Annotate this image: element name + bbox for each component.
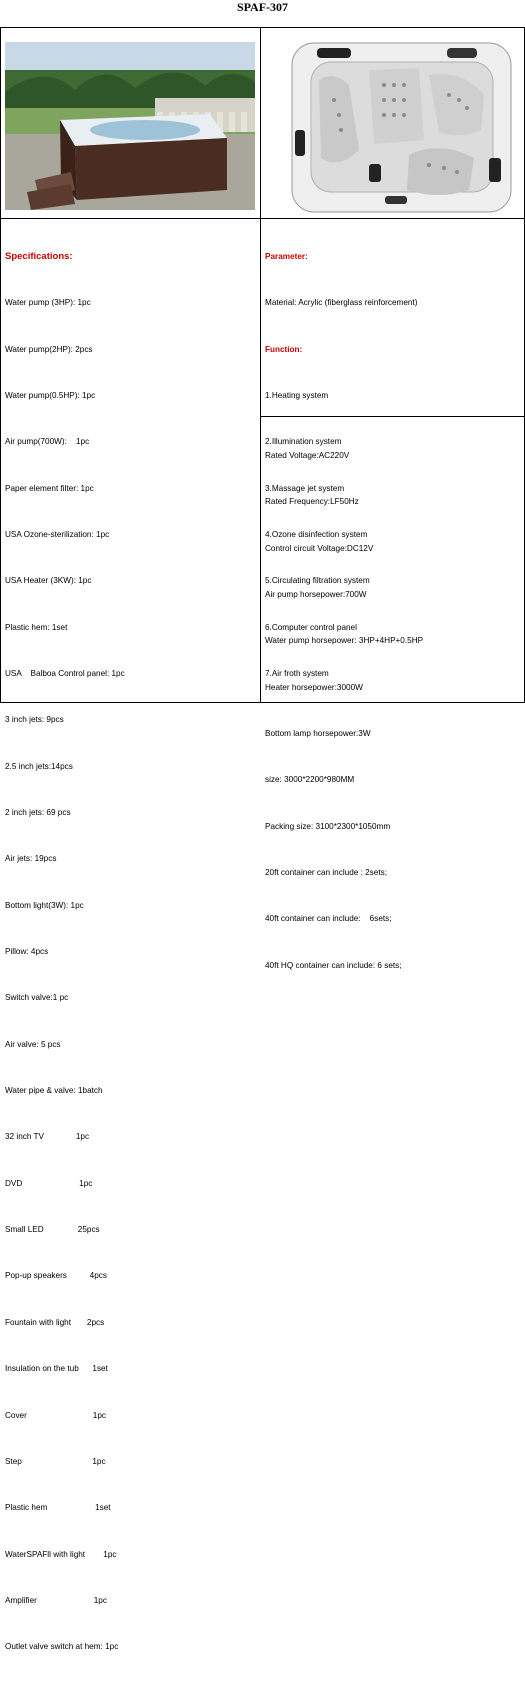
rating-item: size: 3000*2200*980MM <box>265 775 355 785</box>
rating-item: Rated Voltage:AC220V <box>265 450 350 460</box>
spec-item: Water pump(0.5HP): 1pc <box>5 390 96 400</box>
rating-item: Air pump horsepower:700W <box>265 589 367 599</box>
function-heading: Function: <box>265 344 303 354</box>
spec-item: Pillow: 4pcs <box>5 947 49 957</box>
spec-item: 3 inch jets: 9pcs <box>5 715 64 725</box>
spec-item: Air jets: 19pcs <box>5 854 57 864</box>
product-title: SPAF-307 <box>236 0 289 14</box>
rating-item: Rated Frequency:LF50Hz <box>265 497 359 507</box>
ratings-section <box>265 417 423 1004</box>
rating-item: Water pump horsepower: 3HP+4HP+0.5HP <box>265 636 424 646</box>
rating-item: 40ft HQ container can include: 6 sets; <box>265 960 402 970</box>
parameter-heading: Parameter: <box>265 251 308 261</box>
function-item: 6.Computer control panel <box>265 622 357 632</box>
specifications-heading: Specifications: <box>5 250 73 262</box>
spec-item: Plastic hem 1set <box>5 1503 111 1513</box>
spec-table <box>0 27 525 1652</box>
column-divider <box>260 28 261 702</box>
function-item: 1.Heating system <box>265 390 329 400</box>
spec-item: Insulation on the tub 1set <box>5 1364 108 1374</box>
spec-item: Air pump(700W): 1pc <box>5 437 90 447</box>
spec-item: Fountain with light 2pcs <box>5 1317 105 1327</box>
function-item: 7.Air froth system <box>265 669 329 678</box>
spec-item: DVD 1pc <box>5 1178 93 1188</box>
material-text: Material: Acrylic (fiberglass reinforcement) <box>265 298 418 308</box>
spa-garden-photo <box>5 42 255 210</box>
spec-item: USA Heater (3KW): 1pc <box>5 576 92 586</box>
spec-item: Step 1pc <box>5 1456 106 1466</box>
spec-item: Cover 1pc <box>5 1410 107 1420</box>
spec-item: Plastic hem: 1set <box>5 622 68 632</box>
spec-item: Outlet valve switch at hem: 1pc <box>5 1642 119 1652</box>
rating-item: Control circuit Voltage:DC12V <box>265 543 374 553</box>
rating-item: 40ft container can include: 6sets; <box>265 914 392 924</box>
function-item: 2.Illumination system <box>265 437 342 447</box>
function-item: 3.Massage jet system <box>265 483 345 493</box>
spa-top-view-photo <box>289 40 514 215</box>
function-item: 4.Ozone disinfection system <box>265 529 368 539</box>
spec-item: Small LED 25pcs <box>5 1225 100 1235</box>
spec-item: Water pump(2HP): 2pcs <box>5 344 93 354</box>
spec-item: Paper element filter: 1pc <box>5 483 94 493</box>
specifications-list <box>5 218 125 1686</box>
function-item: 5.Circulating filtration system <box>265 576 370 586</box>
spec-item: Amplifier 1pc <box>5 1595 107 1605</box>
spec-item: 2 inch jets: 69 pcs <box>5 808 71 818</box>
spec-item: Pop-up speakers 4pcs <box>5 1271 107 1281</box>
spec-item: USA Ozone-sterilization: 1pc <box>5 529 110 539</box>
spec-item: Switch valve:1 pc <box>5 993 69 1003</box>
spec-item: Water pipe & valve: 1batch <box>5 1086 103 1096</box>
spec-item: WaterSPAFll with light 1pc <box>5 1549 117 1559</box>
spec-item: 32 inch TV 1pc <box>5 1132 90 1142</box>
spec-item: Air valve: 5 pcs <box>5 1039 61 1049</box>
rating-item: Heater horsepower:3000W <box>265 682 363 692</box>
spec-item: Water pump (3HP): 1pc <box>5 298 91 308</box>
rating-item: 20ft container can include : 2sets; <box>265 868 387 877</box>
spec-item: 2.5 inch jets:14pcs <box>5 761 73 771</box>
spec-item: Bottom light(3W): 1pc <box>5 900 84 910</box>
spec-item: USA Balboa Control panel: 1pc <box>5 669 125 678</box>
rating-item: Bottom lamp horsepower:3W <box>265 728 371 738</box>
rating-item: Packing size: 3100*2300*1050mm <box>265 821 391 831</box>
